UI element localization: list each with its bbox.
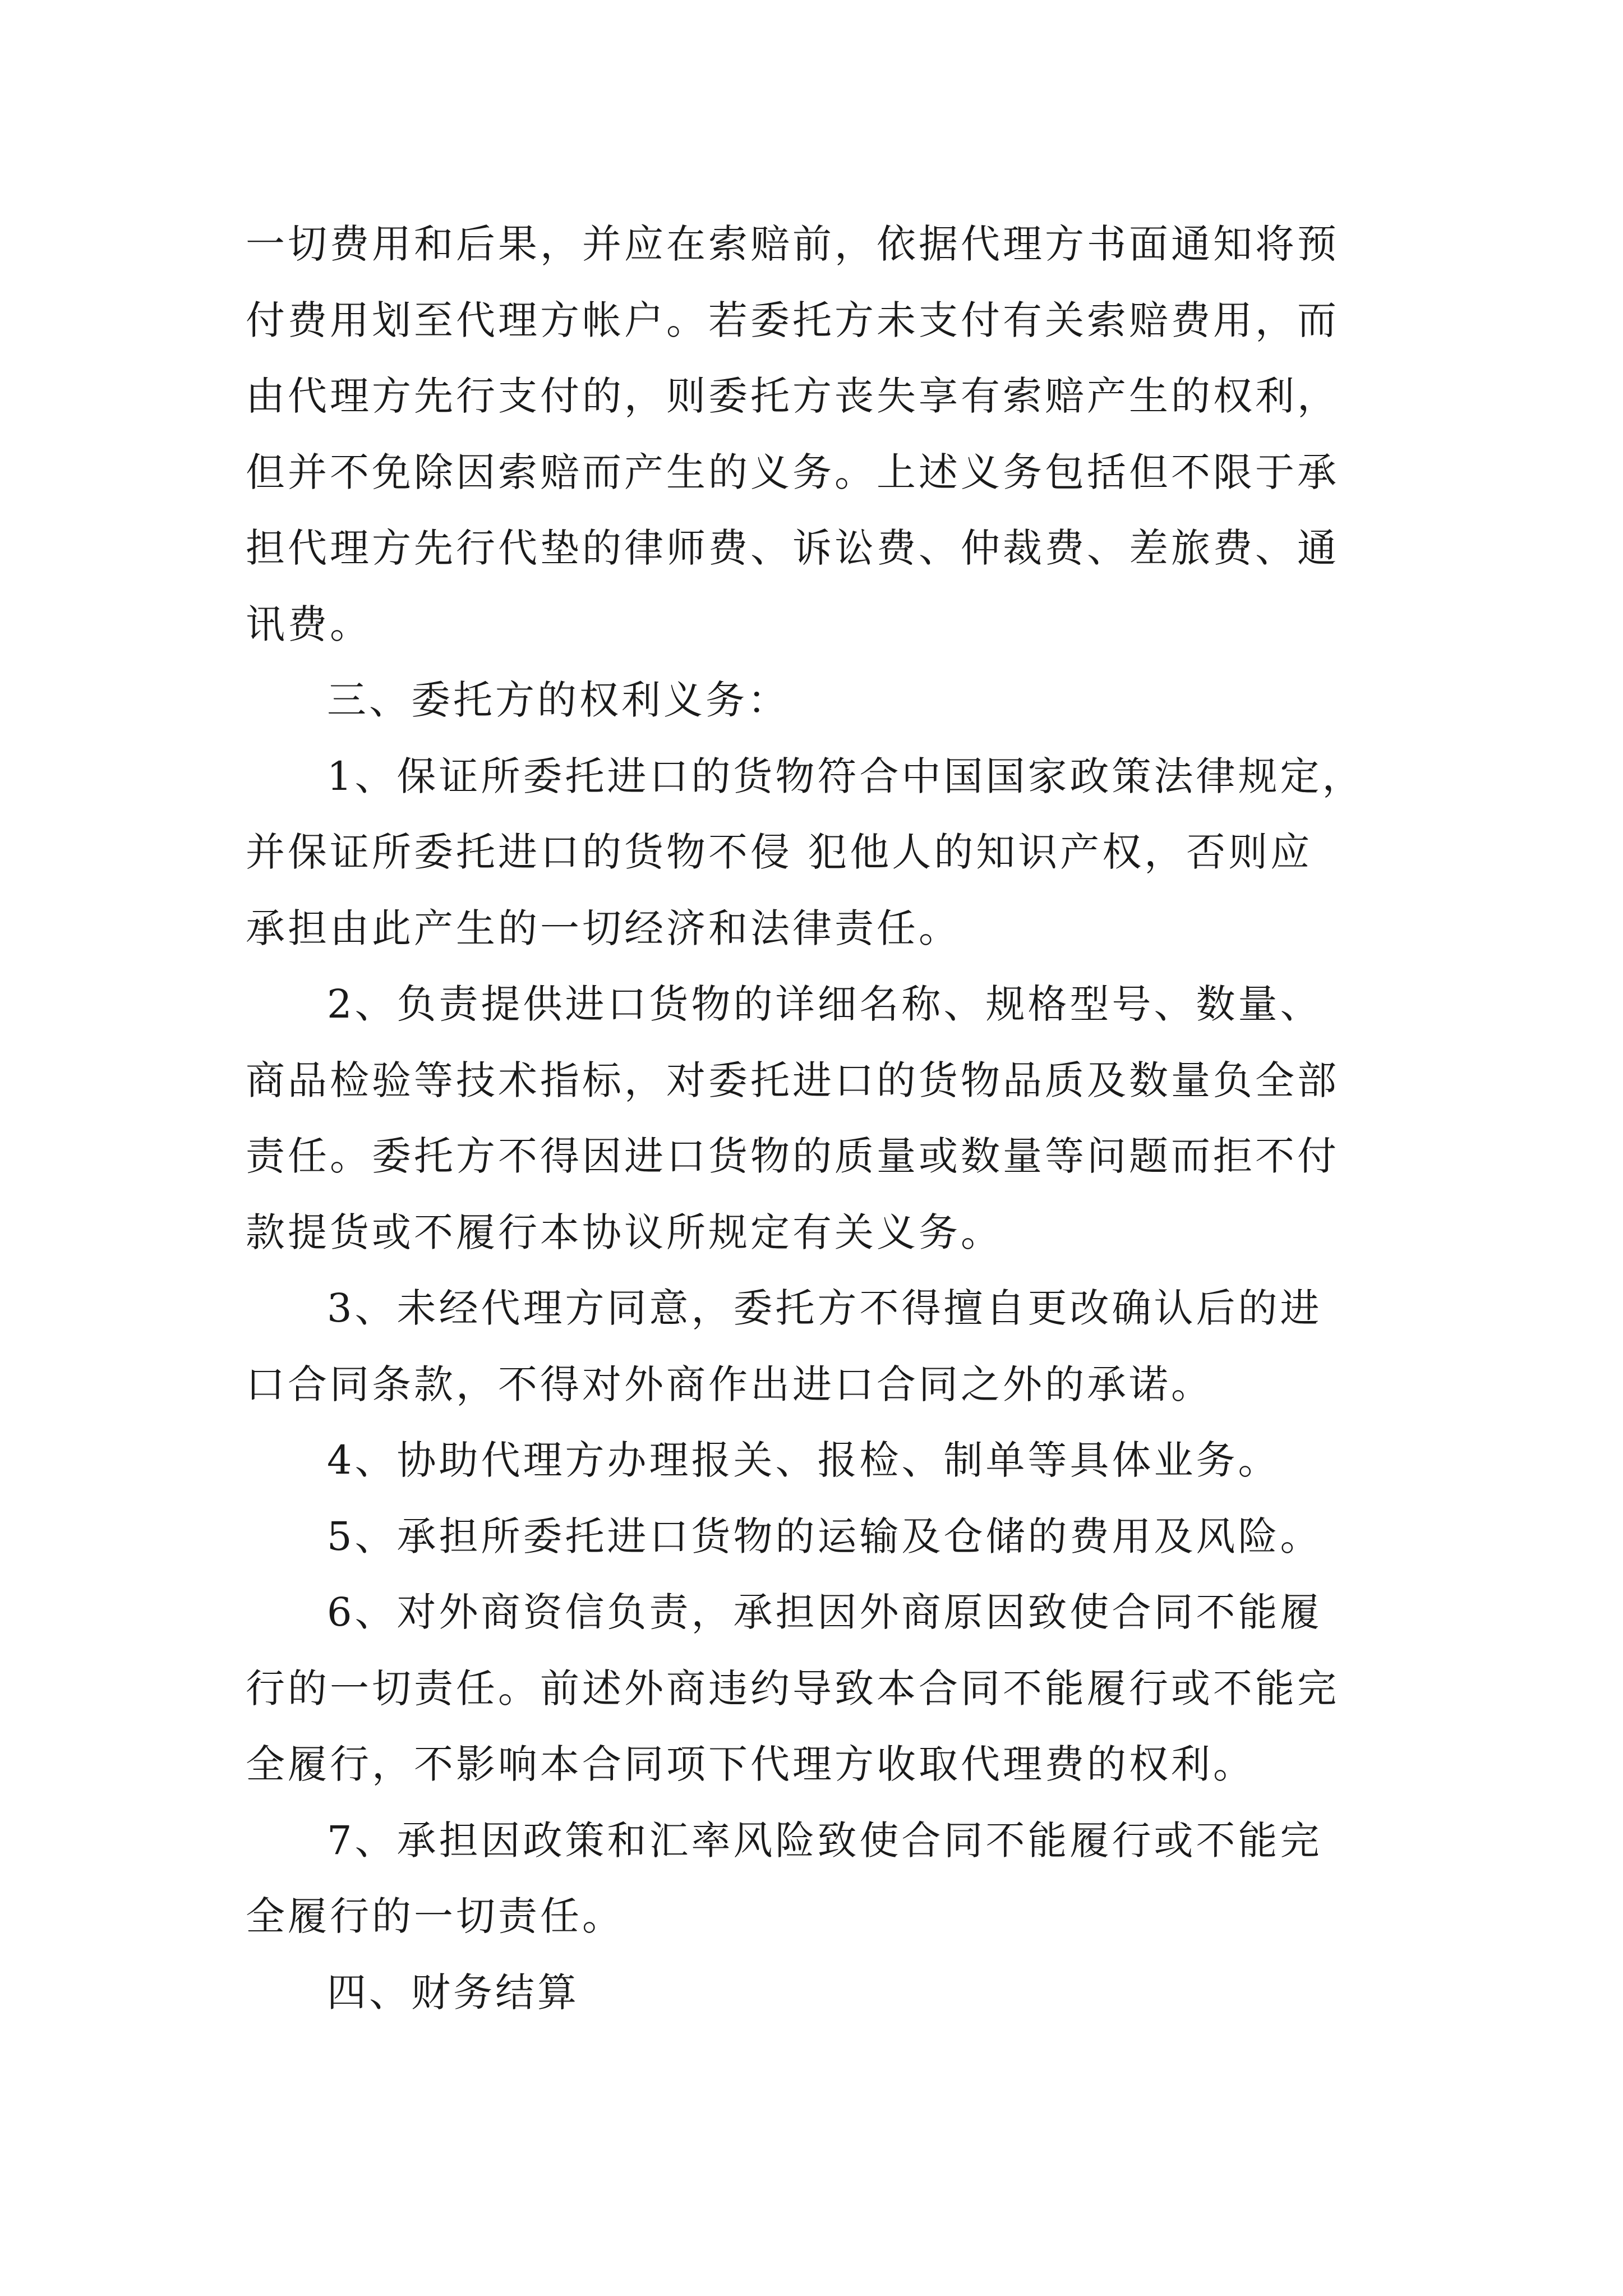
clause-3-start: 3、未经代理方同意，委托方不得擅自更改确认后的进	[327, 1285, 1322, 1331]
clause-7-start: 7、承担因政策和汇率风险致使合同不能履行或不能完	[327, 1817, 1322, 1864]
clause-2-start: 2、负责提供进口货物的详细名称、规格型号、数量、	[327, 981, 1322, 1027]
text-line: 一切费用和后果，并应在索赔前，依据代理方书面通知将预	[246, 221, 1339, 267]
text-line: 付费用划至代理方帐户。若委托方未支付有关索赔费用，而	[246, 297, 1339, 343]
document-body	[246, 206, 1395, 2031]
text-line: 但并不免除因索赔而产生的义务。上述义务包括但不限于承	[246, 449, 1339, 495]
text-line: 口合同条款，不得对外商作出进口合同之外的承诺。	[246, 1361, 1213, 1407]
clause-4: 4、协助代理方办理报关、报检、制单等具体业务。	[327, 1437, 1280, 1483]
clause-5: 5、承担所委托进口货物的运输及仓储的费用及风险。	[327, 1513, 1322, 1559]
text-line: 全履行的一切责任。	[246, 1893, 624, 1939]
text-line: 商品检验等技术指标，对委托进口的货物品质及数量负全部	[246, 1057, 1339, 1103]
clause-6-start: 6、对外商资信负责，承担因外商原因致使合同不能履	[327, 1589, 1322, 1635]
text-line: 行的一切责任。前述外商违约导致本合同不能履行或不能完	[246, 1665, 1339, 1711]
text-line: 全履行，不影响本合同项下代理方收取代理费的权利。	[246, 1741, 1255, 1787]
section-heading-4: 四、财务结算	[327, 1969, 579, 2016]
text-line: 承担由此产生的一切经济和法律责任。	[246, 905, 961, 951]
text-line: 款提货或不履行本协议所规定有关义务。	[246, 1209, 1003, 1255]
section-heading-3: 三、委托方的权利义务：	[327, 677, 790, 723]
text-line: 责任。委托方不得因进口货物的质量或数量等问题而拒不付	[246, 1133, 1339, 1179]
text-line: 讯费。	[246, 601, 372, 647]
text-line: 并保证所委托进口的货物不侵 犯他人的知识产权，否则应	[246, 829, 1313, 875]
text-line: 由代理方先行支付的，则委托方丧失享有索赔产生的权利，	[246, 373, 1339, 419]
text-line: 担代理方先行代垫的律师费、诉讼费、仲裁费、差旅费、通	[246, 525, 1339, 571]
clause-1-start: 1、保证所委托进口的货物符合中国国家政策法律规定，	[327, 753, 1364, 799]
